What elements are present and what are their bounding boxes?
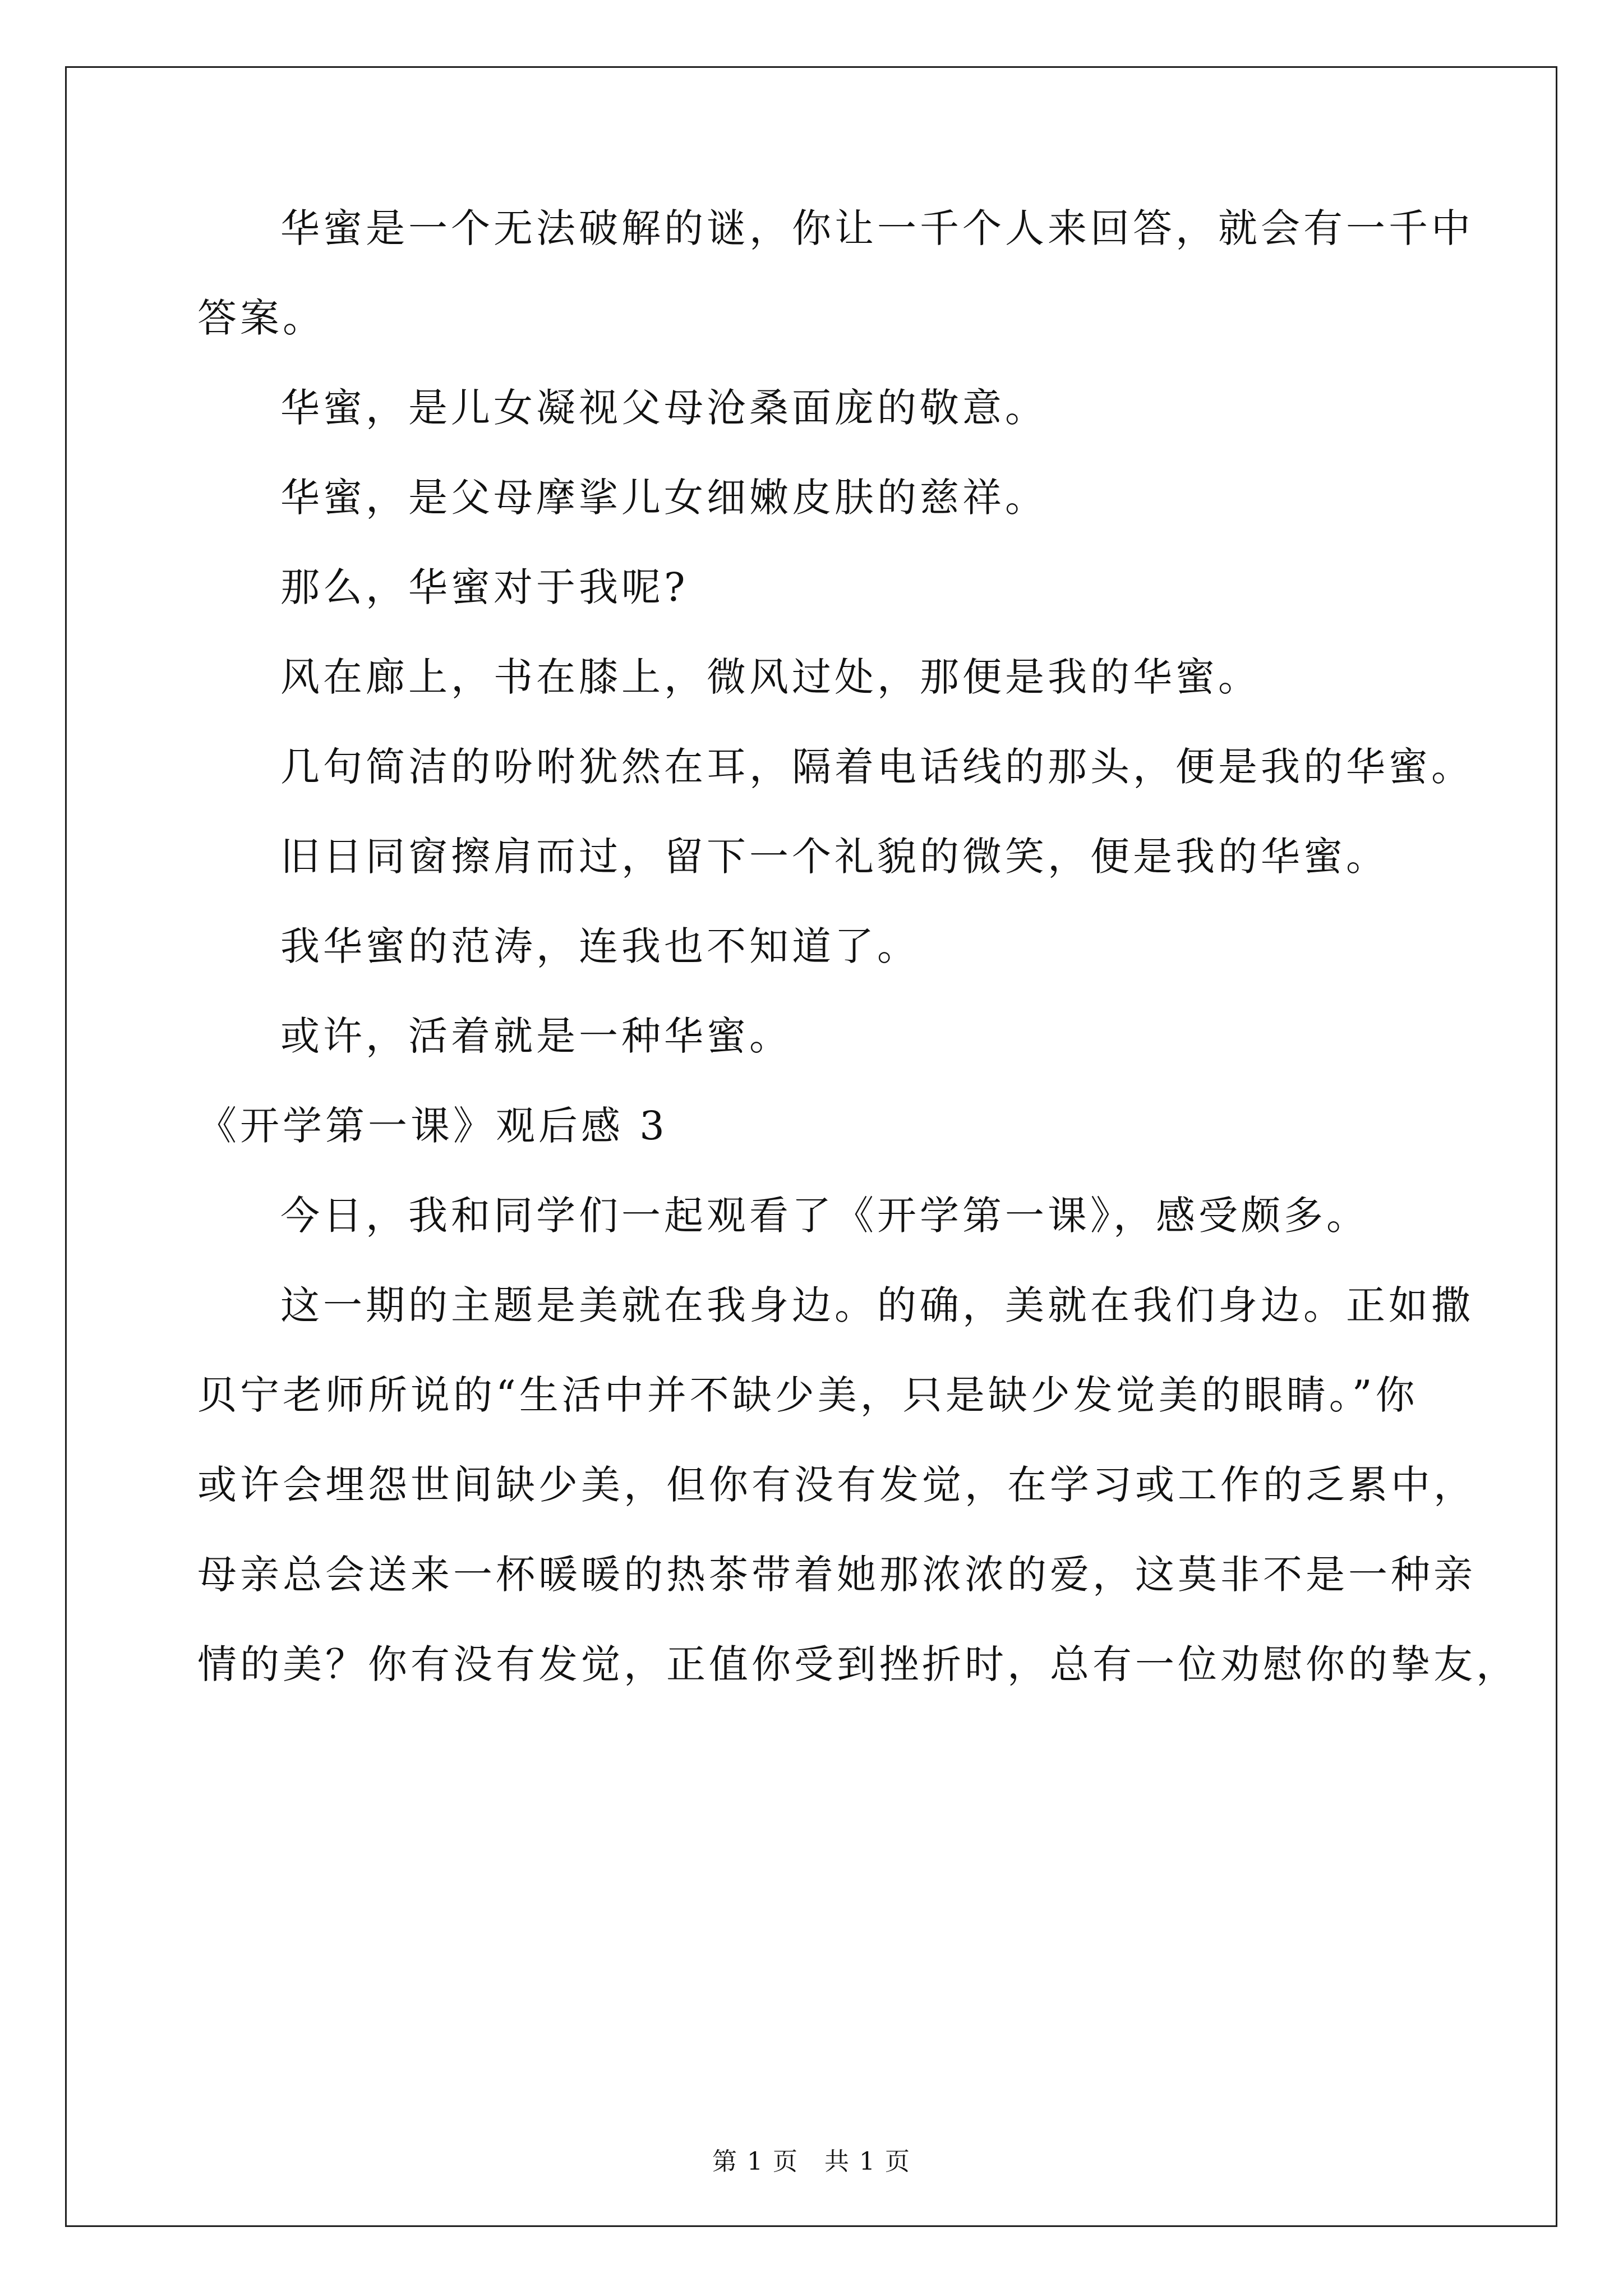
paragraph-line: 今日，我和同学们一起观看了《开学第一课》，感受颇多。 bbox=[280, 1193, 1369, 1239]
paragraph-line: 华蜜是一个无法破解的谜，你让一千个人来回答，就会有一千中 bbox=[280, 205, 1474, 251]
paragraph-line: 这一期的主题是美就在我身边。的确，美就在我们身边。正如撒 bbox=[280, 1282, 1474, 1328]
paragraph-line: 母亲总会送来一杯暖暖的热茶带着她那浓浓的爱，这莫非不是一种亲 bbox=[197, 1552, 1476, 1598]
paragraph-line: 或许，活着就是一种华蜜。 bbox=[280, 1013, 792, 1059]
paragraph-line: 华蜜，是儿女凝视父母沧桑面庞的敬意。 bbox=[280, 385, 1048, 431]
paragraph-line: 风在廊上，书在膝上，微风过处，那便是我的华蜜。 bbox=[280, 654, 1261, 700]
paragraph-line: 我华蜜的范涛，连我也不知道了。 bbox=[280, 923, 920, 969]
paragraph-line: 几句简洁的吩咐犹然在耳，隔着电话线的那头，便是我的华蜜。 bbox=[280, 744, 1474, 790]
paragraph-line: 华蜜，是父母摩挲儿女细嫩皮肤的慈祥。 bbox=[280, 475, 1048, 521]
paragraph-line: 情的美？你有没有发觉，正值你受到挫折时，总有一位劝慰你的挚友， bbox=[197, 1641, 1519, 1687]
paragraph-line: 贝宁老师所说的“生活中并不缺少美，只是缺少发觉美的眼睛。”你 bbox=[197, 1372, 1418, 1418]
paragraph-line: 或许会埋怨世间缺少美，但你有没有发觉，在学习或工作的乏累中， bbox=[197, 1462, 1476, 1508]
paragraph-line: 那么，华蜜对于我呢? bbox=[280, 564, 689, 610]
section-heading: 《开学第一课》观后感 3 bbox=[197, 1103, 668, 1149]
paragraph-line: 旧日同窗擦肩而过，留下一个礼貌的微笑，便是我的华蜜。 bbox=[280, 834, 1389, 880]
page-footer: 第 1 页 共 1 页 bbox=[712, 2147, 911, 2176]
paragraph-line: 答案。 bbox=[197, 295, 325, 341]
